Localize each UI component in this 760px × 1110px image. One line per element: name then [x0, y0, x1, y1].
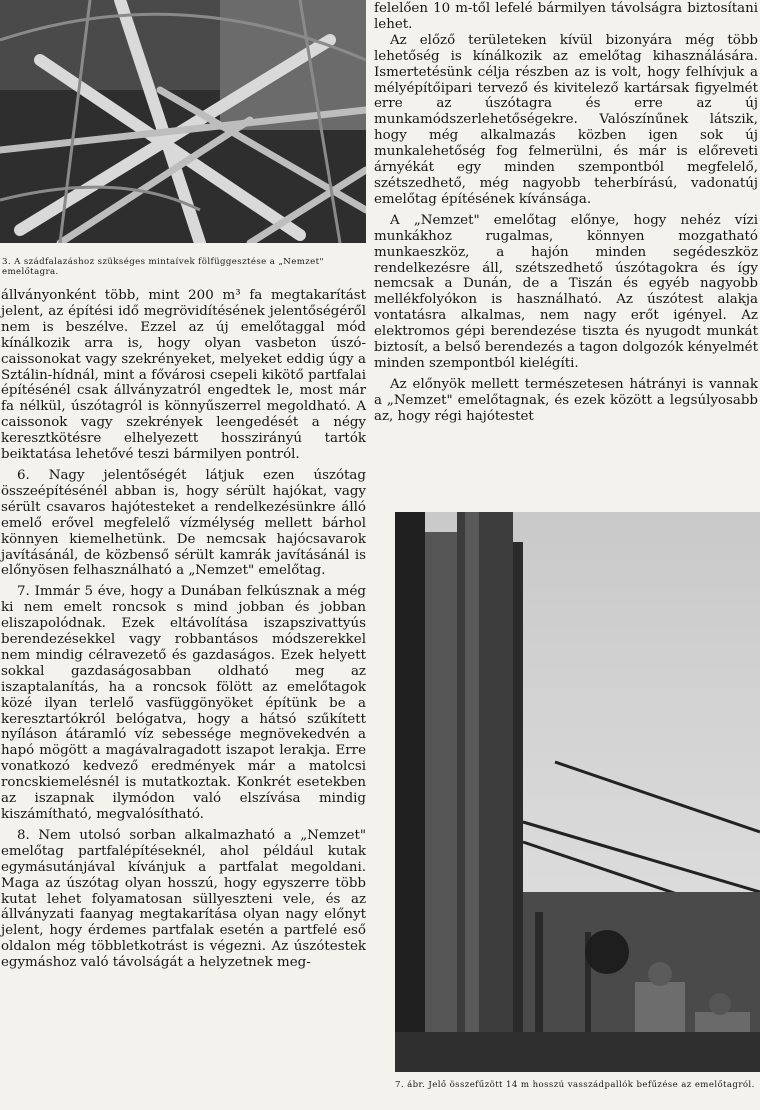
bottom-right-figure-caption: 7. ábr. Jelő összefűzött 14 m hosszú vasszádpallók befűzése az emelőtagról. [395, 1080, 755, 1090]
right-paragraph: Az előnyök mellett természetesen hátrányi is vannak a „Nemzet" emelőtagnak, és ezek között a legsúlyosabb az, hogy régi hajótestet [374, 376, 758, 424]
bottom-right-photo [395, 512, 760, 1072]
top-left-photo [0, 0, 366, 243]
top-left-figure-caption: 3. A szádfalazáshoz szükséges mintaívek fölfüggesztése a „Nemzet" emelőtagra. [2, 257, 324, 277]
right-paragraph: felelően 10 m-től lefelé bármilyen távolságra biztosítani lehet. [374, 1, 758, 32]
right-paragraph: Az előző területeken kívül bizonyára még több lehetőség is kínálkozik az emelőtag kihasználására. Ismertetésünk célja részben az is volt, hogy felhívjuk a mélyépítőipari tervező és kivitelező kartársak figyelmét erre az úszótagra és erre az új munkamódszerlehetőségekre. Valószínűnek látszik, hogy még alkalmazás közben igen sok új munkalehetőség fog felmerülni, és már is előreveti árnyékát egy minden szempontból megfelelő, szétszedhető, még nagyobb teherbírású, vadonatúj emelőtag építésének kívánsága. [374, 32, 758, 207]
left-paragraph: állványonként több, mint 200 m³ fa megtakarítást jelent, az építési idő megrövidítésének jelentőségéről nem is beszélve. Ezzel az új emelőtaggal mód kínálkozik arra is, hogy olyan vasbeton úszó-caissonokat vagy szekrényeket, melyeket eddig úgy a Sztálin-hídnál, mint a fővárosi csepeli kikötő partfalai építésénél csak állványzatról engedtek le, most már fa nélkül, úszótagról is könnyűszerrel megoldható. A caissonok vagy szekrények leengedését a négy keresztkötésre elhelyezett hosszirányú tartók beiktatása lehetővé teszi bármilyen pontról. [1, 288, 366, 463]
left-paragraph: 8. Nem utolsó sorban alkalmazható a „Nemzet" emelőtag partfalépítéseknél, ahol például kutak egymásutánjával kívánjuk a partfalat megoldani. Maga az úszótag olyan hosszú, hogy egyszerre több kutat lehet folyamatosan süllyeszteni vele, és az állványzati faanyag megtakarítása olyan nagy előnyt jelent, hogy érdemes partfalak esetén a partfelé eső oldalon még többletkotrást is végezni. Az úszótestek egymáshoz való távolságát a helyzetnek meg- [1, 827, 366, 971]
right-column [374, 1, 758, 425]
left-paragraph: 7. Immár 5 éve, hogy a Dunában felkúsznak a még ki nem emelt roncsok s mind jobban és jobban eliszapolódnak. Ezek eltávolítása iszapszivattyús berendezésekkel vagy robbantásos módszerekkel nem mindig célravezető és gazdaságos. Ezek helyett sokkal gazdaságosabban oldható meg az iszaptalanítás, ha a roncsok fölött az emelőtagok közé ilyan terlelő vasfüggönyöket építünk be a keresztartókról belógatva, hogy a hátsó szűkített nyíláson átáramló víz sebessége megnövekedvén a hapó mögött a magávalragadott iszapot lerakja. Erre vonatkozó kedvező eredmények már a matolcsi roncskiemelésnél is mutatkoztak. Konkrét esetekben az iszapnak ilymódon való elszívása mindig kiszámítható, megvalósítható. [1, 584, 366, 822]
left-column [1, 288, 366, 971]
left-paragraph: 6. Nagy jelentőségét látjuk ezen úszótag összeépítésénél abban is, hogy sérült hajókat, vagy sérült csavaros hajótesteket a rendelkezésünkre álló emelő erővel megfelelő vízmélység mellett bárhol könnyen kiemelhetünk. De nemcsak hajócsavarok javításánál, de közbenső sérült kamrák javításánál is előnyösen felhasználható a „Nemzet" emelőtag. [1, 467, 366, 579]
right-paragraph: A „Nemzet" emelőtag előnye, hogy nehéz vízi munkákhoz rugalmas, könnyen mozgatható munkaeszköz, a hajón minden segédeszköz rendelkezésre áll, szétszedhető úszótagokra és így nemcsak a Dunán, de a Tiszán és egyéb nagyobb mellékfolyókon is használható. Az úszótest alakja vontatásra alkalmas, nem nagy erőt igényel. Az elektromos gépi berendezése tiszta és nyugodt munkát biztosít, a belső berendezés a tagon dolgozók kényelmét minden szempontból kielégíti. [374, 212, 758, 371]
